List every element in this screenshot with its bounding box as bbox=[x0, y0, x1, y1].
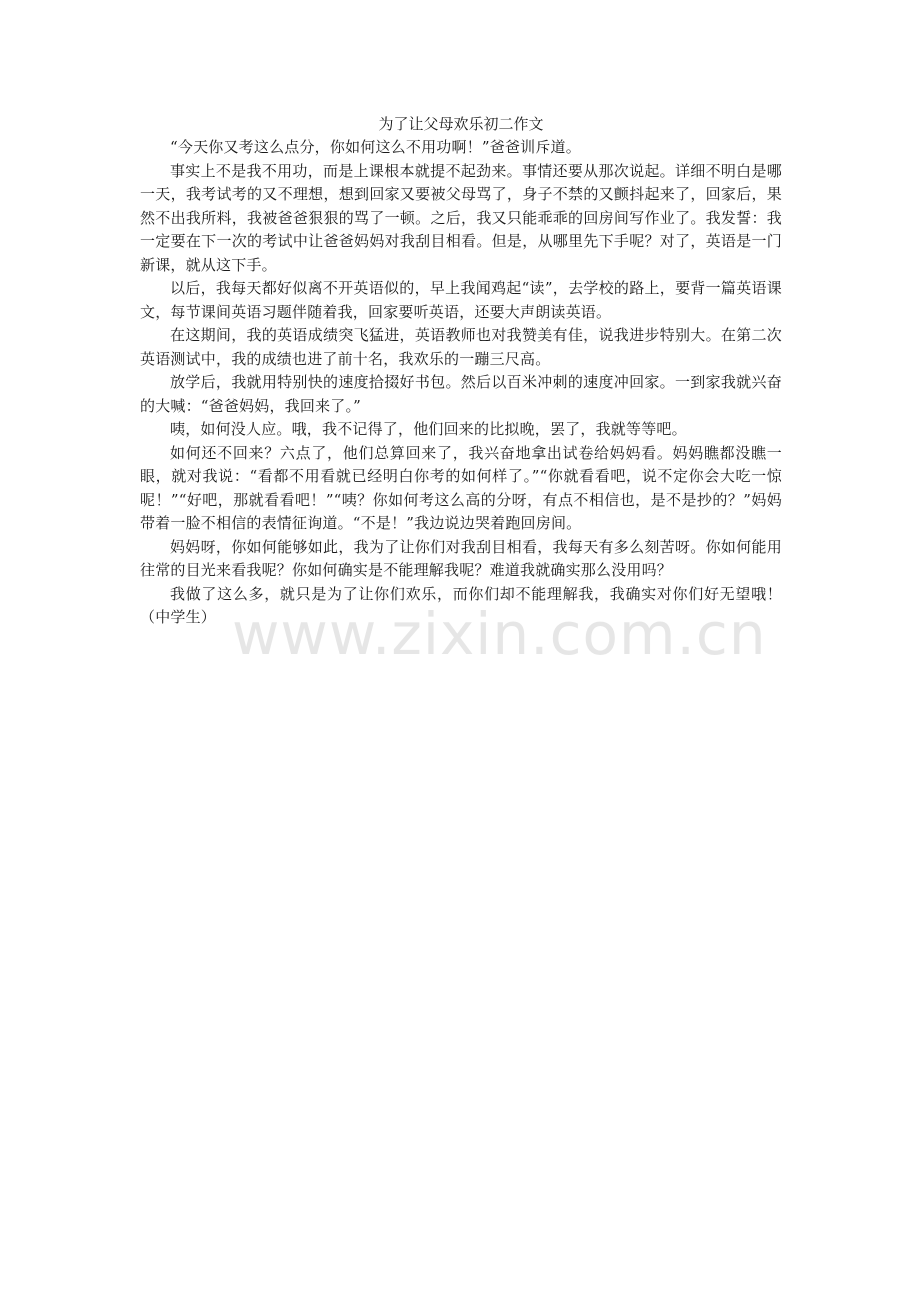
document-title: 为了让父母欢乐初二作文 bbox=[378, 115, 544, 133]
document-body bbox=[140, 112, 782, 630]
paragraph-1: “今天你又考这么点分，你如何这么不用功啊！”爸爸训斥道。 bbox=[170, 138, 581, 156]
paragraph-3: 以后，我每天都好似离不开英语似的，早上我闻鸡起“读”，去学校的路上，要背一篇英语课文，每节课间英语习题伴随着我，回家要听英语，还要大声朗读英语。 bbox=[140, 279, 782, 321]
paragraph-4: 在这期间，我的英语成绩突飞猛进，英语教师也对我赞美有佳，说我进步特别大。在第二次英语测试中，我的成绩也进了前十名，我欢乐的一蹦三尺高。 bbox=[140, 326, 782, 368]
paragraph-6: 咦，如何没人应。哦，我不记得了，他们回来的比拟晚，罢了，我就等等吧。 bbox=[170, 420, 687, 438]
paragraph-9: 我做了这么多，就只是为了让你们欢乐，而你们却不能理解我，我确实对你们好无望哦！（中学生） bbox=[140, 584, 782, 626]
paragraph-5: 放学后，我就用特别快的速度拾掇好书包。然后以百米冲刺的速度冲回家。一到家我就兴奋的大喊：“爸爸妈妈，我回来了。” bbox=[140, 373, 782, 415]
watermark: www.zixin.com.cn bbox=[232, 600, 767, 668]
paragraph-7: 如何还不回来？六点了，他们总算回来了，我兴奋地拿出试卷给妈妈看。妈妈瞧都没瞧一眼，就对我说：“看都不用看就已经明白你考的如何样了。”“你就看看吧，说不定你会大吃一惊呢！”“好吧，那就看看吧！”“咦？你如何考这么高的分呀，有点不相信也，是不是抄的？”妈妈带着一脸不相信的表情征询道。“不是！”我边说边哭着跑回房间。 bbox=[140, 443, 782, 532]
paragraph-8: 妈妈呀，你如何能够如此，我为了让你们对我刮目相看，我每天有多么刻苦呀。你如何能用往常的目光来看我呢？你如何确实是不能理解我呢？难道我就确实那么没用吗？ bbox=[140, 537, 782, 579]
paragraph-2: 事实上不是我不用功，而是上课根本就提不起劲来。事情还要从那次说起。详细不明白是哪一天，我考试考的又不理想，想到回家又要被父母骂了，身子不禁的又颤抖起来了，回家后，果然不出我所料，我被爸爸狠狠的骂了一顿。之后，我又只能乖乖的回房间写作业了。我发誓：我一定要在下一次的考试中让爸爸妈妈对我刮目相看。但是，从哪里先下手呢？对了，英语是一门新课，就从这下手。 bbox=[140, 161, 782, 274]
